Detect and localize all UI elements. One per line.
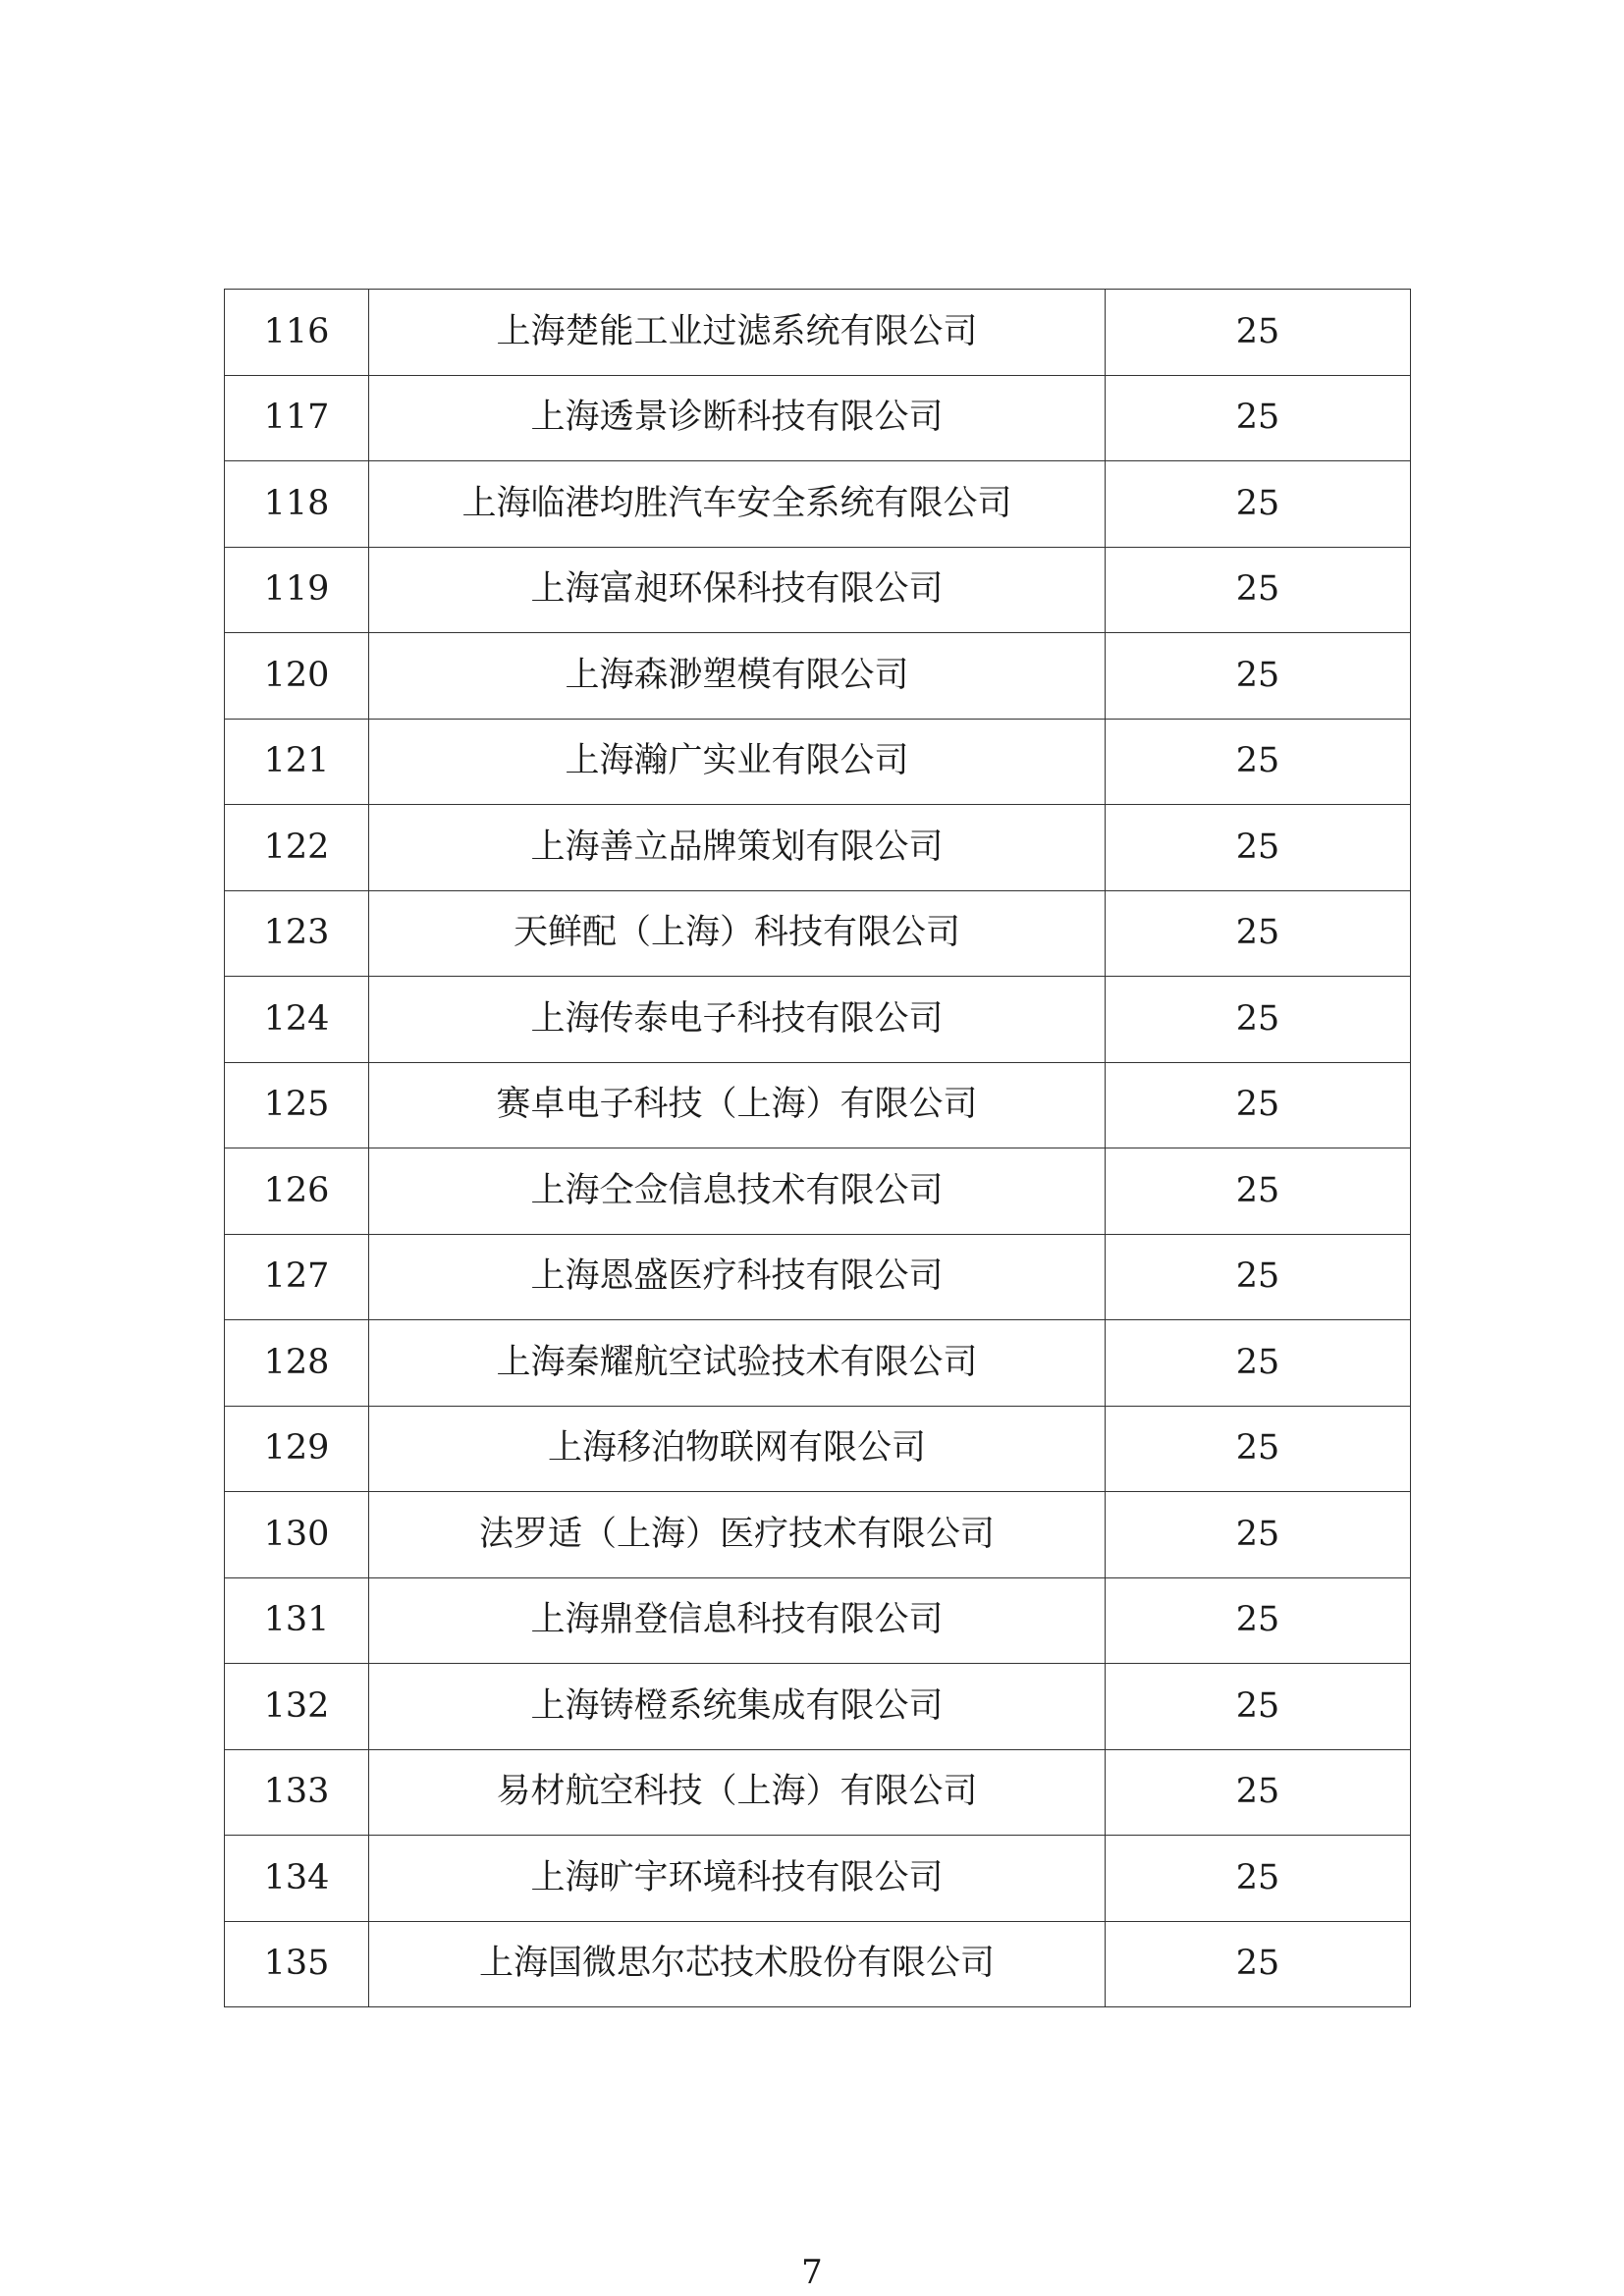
row-index-cell: 127 xyxy=(225,1234,369,1320)
table-row xyxy=(225,1836,1411,1922)
table-row xyxy=(225,290,1411,376)
table-row xyxy=(225,547,1411,633)
value-cell: 25 xyxy=(1106,1062,1411,1148)
table-row xyxy=(225,1921,1411,2007)
value-cell: 25 xyxy=(1106,1234,1411,1320)
table-row xyxy=(225,1062,1411,1148)
table-row xyxy=(225,1320,1411,1407)
value-cell: 25 xyxy=(1106,1577,1411,1664)
company-name-cell: 上海善立品牌策划有限公司 xyxy=(369,805,1106,891)
table-row xyxy=(225,1577,1411,1664)
row-index-cell: 130 xyxy=(225,1492,369,1578)
value-cell: 25 xyxy=(1106,1492,1411,1578)
company-name-cell: 上海国微思尔芯技术股份有限公司 xyxy=(369,1921,1106,2007)
company-name-cell: 上海恩盛医疗科技有限公司 xyxy=(369,1234,1106,1320)
table-row xyxy=(225,375,1411,461)
table-row xyxy=(225,461,1411,548)
company-name-cell: 上海森渺塑模有限公司 xyxy=(369,633,1106,720)
table-row xyxy=(225,633,1411,720)
value-cell: 25 xyxy=(1106,633,1411,720)
value-cell: 25 xyxy=(1106,890,1411,977)
company-name-cell: 上海铸橙系统集成有限公司 xyxy=(369,1664,1106,1750)
company-name-cell: 上海透景诊断科技有限公司 xyxy=(369,375,1106,461)
row-index-cell: 124 xyxy=(225,977,369,1063)
company-name-cell: 上海鼎登信息科技有限公司 xyxy=(369,1577,1106,1664)
table-row xyxy=(225,1749,1411,1836)
row-index-cell: 135 xyxy=(225,1921,369,2007)
company-name-cell: 上海富昶环保科技有限公司 xyxy=(369,547,1106,633)
table-row xyxy=(225,1234,1411,1320)
row-index-cell: 123 xyxy=(225,890,369,977)
row-index-cell: 128 xyxy=(225,1320,369,1407)
company-name-cell: 法罗适（上海）医疗技术有限公司 xyxy=(369,1492,1106,1578)
row-index-cell: 126 xyxy=(225,1148,369,1235)
value-cell: 25 xyxy=(1106,1921,1411,2007)
company-name-cell: 上海临港均胜汽车安全系统有限公司 xyxy=(369,461,1106,548)
row-index-cell: 119 xyxy=(225,547,369,633)
company-table xyxy=(224,289,1411,2007)
value-cell: 25 xyxy=(1106,1749,1411,1836)
row-index-cell: 125 xyxy=(225,1062,369,1148)
row-index-cell: 129 xyxy=(225,1406,369,1492)
row-index-cell: 120 xyxy=(225,633,369,720)
value-cell: 25 xyxy=(1106,977,1411,1063)
table-row xyxy=(225,805,1411,891)
value-cell: 25 xyxy=(1106,1664,1411,1750)
row-index-cell: 122 xyxy=(225,805,369,891)
table-row xyxy=(225,1492,1411,1578)
company-name-cell: 上海秦耀航空试验技术有限公司 xyxy=(369,1320,1106,1407)
row-index-cell: 131 xyxy=(225,1577,369,1664)
table-row xyxy=(225,1664,1411,1750)
row-index-cell: 133 xyxy=(225,1749,369,1836)
table-row xyxy=(225,719,1411,805)
company-name-cell: 赛卓电子科技（上海）有限公司 xyxy=(369,1062,1106,1148)
table-row xyxy=(225,977,1411,1063)
page-number: 7 xyxy=(801,2253,823,2292)
row-index-cell: 132 xyxy=(225,1664,369,1750)
row-index-cell: 134 xyxy=(225,1836,369,1922)
company-name-cell: 易材航空科技（上海）有限公司 xyxy=(369,1749,1106,1836)
table-row xyxy=(225,890,1411,977)
row-index-cell: 118 xyxy=(225,461,369,548)
company-name-cell: 上海瀚广实业有限公司 xyxy=(369,719,1106,805)
value-cell: 25 xyxy=(1106,1836,1411,1922)
value-cell: 25 xyxy=(1106,1148,1411,1235)
value-cell: 25 xyxy=(1106,805,1411,891)
value-cell: 25 xyxy=(1106,1406,1411,1492)
company-name-cell: 上海楚能工业过滤系统有限公司 xyxy=(369,290,1106,376)
value-cell: 25 xyxy=(1106,290,1411,376)
table-row xyxy=(225,1148,1411,1235)
company-name-cell: 上海旷宇环境科技有限公司 xyxy=(369,1836,1106,1922)
row-index-cell: 116 xyxy=(225,290,369,376)
value-cell: 25 xyxy=(1106,719,1411,805)
value-cell: 25 xyxy=(1106,461,1411,548)
company-name-cell: 上海移泊物联网有限公司 xyxy=(369,1406,1106,1492)
value-cell: 25 xyxy=(1106,375,1411,461)
table-row xyxy=(225,1406,1411,1492)
value-cell: 25 xyxy=(1106,1320,1411,1407)
company-name-cell: 上海传泰电子科技有限公司 xyxy=(369,977,1106,1063)
row-index-cell: 117 xyxy=(225,375,369,461)
row-index-cell: 121 xyxy=(225,719,369,805)
value-cell: 25 xyxy=(1106,547,1411,633)
company-name-cell: 上海仝佥信息技术有限公司 xyxy=(369,1148,1106,1235)
company-name-cell: 天鲜配（上海）科技有限公司 xyxy=(369,890,1106,977)
company-table-body xyxy=(225,290,1411,2007)
